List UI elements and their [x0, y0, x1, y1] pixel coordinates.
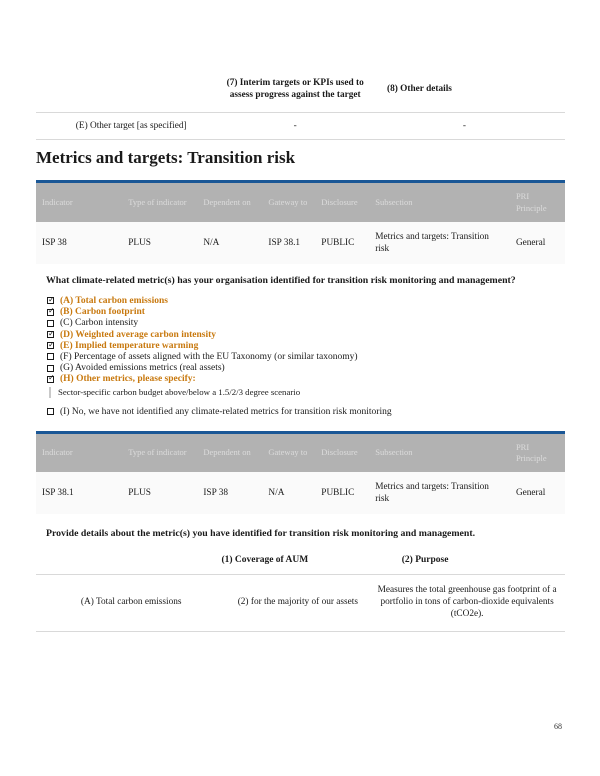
row-label-other-target: (E) Other target [as specified]: [75, 120, 187, 131]
metric-details-row: [36, 575, 565, 631]
metric-details-table: [36, 555, 565, 631]
targets-table-continued: [36, 78, 565, 140]
cell-disclosure: PUBLIC: [321, 237, 355, 248]
indicator-table-header-row: [36, 183, 565, 221]
checklist-item-b: [47, 307, 565, 318]
interim-targets-value: -: [293, 120, 297, 131]
header-type-of-indicator: Type of indicator: [128, 197, 187, 208]
details-header-empty: [36, 555, 226, 574]
indicator-table-row: [36, 472, 565, 514]
cell-dependent-on: ISP 38: [203, 488, 229, 499]
header-dependent-on: Dependent on: [203, 197, 251, 208]
header-gateway-to: Gateway to: [268, 447, 308, 458]
other-metrics-specify-text: Sector-specific carbon budget above/below a 1.5/2/3 degree scenario: [58, 386, 301, 397]
cell-gateway-to: ISP 38.1: [268, 237, 301, 248]
cell-coverage-of-aum: (2) for the majority of our assets: [237, 596, 358, 607]
cell-indicator: ISP 38.1: [42, 488, 74, 499]
section-title: Metrics and targets: Transition risk: [36, 147, 296, 167]
header-disclosure: Disclosure: [321, 447, 358, 458]
header-gateway-to: Gateway to: [268, 197, 308, 208]
column-header-purpose: (2) Purpose: [401, 555, 449, 566]
checklist-item-label: (I) No, we have not identified any climate-related metrics for transition risk monitoring: [60, 406, 392, 417]
column-header-coverage-of-aum: (1) Coverage of AUM: [221, 555, 309, 566]
header-dependent-on: Dependent on: [203, 447, 251, 458]
cell-purpose: Measures the total greenhouse gas footprint of a portfolio in tons of carbon-dioxide equivalents (tCO2e).: [377, 585, 557, 619]
column-header-interim-targets: (7) Interim targets or KPIs used to assess progress against the target: [226, 78, 364, 100]
checklist-item-label: (G) Avoided emissions metrics (real assets): [60, 363, 225, 374]
checklist-item-i: [47, 407, 565, 418]
checklist-item-label: (C) Carbon intensity: [60, 318, 139, 329]
indicator-table-row: [36, 222, 565, 264]
header-indicator: Indicator: [42, 197, 73, 208]
header-indicator: Indicator: [42, 447, 73, 458]
column-header-other-details: (8) Other details: [387, 83, 452, 94]
checkbox-icon: [47, 309, 54, 316]
checkbox-icon: [47, 342, 54, 349]
checklist-item-d: [47, 330, 565, 341]
checklist-item-a: [47, 296, 565, 307]
indicator-table-header-row: [36, 434, 565, 472]
header-type-of-indicator: Type of indicator: [128, 447, 187, 458]
cell-disclosure: PUBLIC: [321, 488, 355, 499]
other-metrics-specify-note: [49, 387, 565, 398]
header-subsection: Subsection: [375, 197, 413, 208]
cell-metric-name: (A) Total carbon emissions: [80, 596, 182, 607]
cell-pri-principle: General: [515, 488, 546, 499]
page-number: 68: [554, 722, 562, 731]
checklist-item-label: (E) Implied temperature warming: [60, 340, 199, 351]
indicator-table-isp38-1: [36, 431, 565, 514]
indicator-table-isp38: [36, 180, 565, 263]
cell-subsection: Metrics and targets: Transition risk: [375, 231, 489, 254]
checklist-item-c: [47, 318, 565, 329]
checkbox-icon: [47, 376, 54, 383]
checklist-item-g: [47, 363, 565, 374]
cell-indicator: ISP 38: [42, 237, 67, 248]
header-pri-principle: PRI Principle: [515, 191, 547, 213]
cell-type-of-indicator: PLUS: [128, 237, 151, 248]
question-text: What climate-related metric(s) has your organisation identified for transition risk monitoring and management?: [46, 274, 516, 286]
checklist-item-f: [47, 352, 565, 363]
checklist-item-label: (H) Other metrics, please specify:: [60, 374, 196, 385]
checklist-item-h: [47, 374, 565, 385]
header-subsection: Subsection: [375, 447, 413, 458]
checkbox-icon: [47, 353, 54, 360]
cell-type-of-indicator: PLUS: [128, 488, 151, 499]
checklist-item-label: (A) Total carbon emissions: [60, 295, 168, 306]
targets-table-header-row: [36, 78, 565, 113]
details-instruction: Provide details about the metric(s) you have identified for transition risk monitoring and management.: [46, 528, 476, 540]
cell-pri-principle: General: [515, 237, 546, 248]
checklist-item-label: (D) Weighted average carbon intensity: [60, 329, 217, 340]
checklist-item-label: (F) Percentage of assets aligned with the EU Taxonomy (or similar taxonomy): [60, 351, 358, 362]
checkbox-icon: [47, 365, 54, 372]
checkbox-icon: [47, 297, 54, 304]
cell-subsection: Metrics and targets: Transition risk: [375, 482, 489, 505]
other-details-value: -: [462, 120, 467, 131]
cell-dependent-on: N/A: [203, 237, 220, 248]
checkbox-icon: [47, 320, 54, 327]
checkbox-icon: [47, 331, 54, 338]
targets-table-row: [36, 113, 565, 140]
checklist-item-e: [47, 341, 565, 352]
checklist-item-label: (B) Carbon footprint: [60, 307, 145, 318]
header-disclosure: Disclosure: [321, 197, 358, 208]
metric-details-header-row: [36, 555, 565, 575]
targets-table-header-empty: [36, 78, 226, 112]
cell-gateway-to: N/A: [268, 488, 285, 499]
header-pri-principle: PRI Principle: [515, 441, 547, 463]
metrics-checklist: [47, 296, 565, 418]
checkbox-icon: [47, 408, 54, 415]
